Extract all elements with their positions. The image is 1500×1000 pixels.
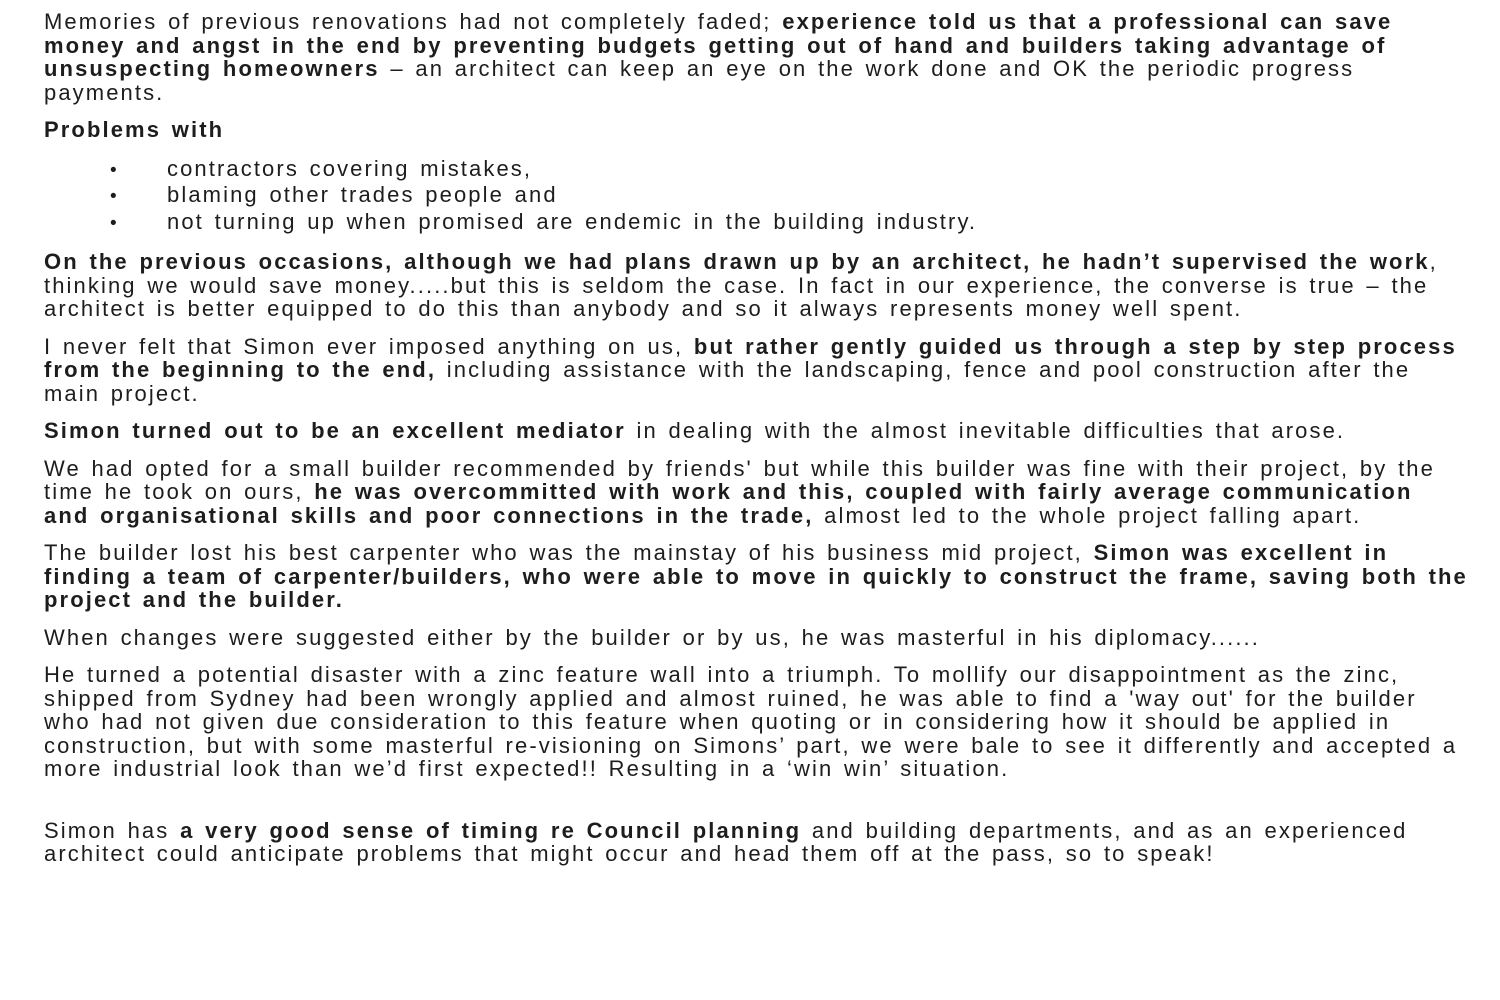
list-item [44,210,1468,237]
text-run: and building departments, and as an experienced architect could anticipate problems that might occur and head them off at the pass, so to speak! [44,817,1408,866]
text-run-bold: Simon was excellent in finding a team of carpenter/builders, who were able to move in quickly to construct the frame, saving both the project and the builder. [44,540,1468,612]
text-run: When changes were suggested either by the builder or by us, he was masterful in his diplomacy...... [44,624,1260,650]
text-run: Simon has [44,817,181,843]
text-run-bold: experience told us that a professional can save money and angst in the end by preventing budgets getting out of hand and builders taking advantage of unsuspecting homeowners [44,9,1393,81]
paragraph-zinc [44,663,1468,781]
text-run: The builder lost his best carpenter who was the mainstay of his business mid project, [44,540,1094,565]
text-run-bold: Simon turned out to be an excellent mediator [44,418,626,443]
text-run: Memories of previous renovations had not completely faded; [44,9,783,34]
paragraph-intro [44,10,1468,104]
paragraph-mediator [44,419,1468,443]
problems-list [44,157,1468,237]
text-run-bold: but rather gently guided us through a step by step process from the beginning to the end, [44,333,1457,382]
text-run: including assistance with the landscaping, fence and pool construction after the main project. [44,357,1411,406]
text-run: , thinking we would save money.....but this is seldom the case. In fact in our experience, the converse is true – the architect is better equipped to do this than anybody and so it always represents money well spent. [44,249,1438,321]
paragraph-occasions [44,250,1468,321]
list-item-text: not turning up when promised are endemic in the building industry. [167,208,978,234]
bullet-icon: • [110,212,119,234]
list-item-text: contractors covering mistakes, [167,155,533,181]
bullet-icon: • [110,186,119,207]
problems-heading: Problems with [44,117,225,142]
paragraph-council [44,819,1468,866]
paragraph-changes [44,626,1468,650]
text-run: almost led to the whole project falling apart. [813,502,1362,528]
text-run: I never felt that Simon ever imposed anything on us, [44,333,694,359]
paragraph-builder-choice [44,457,1468,528]
text-run-bold: On the previous occasions, although we had plans drawn up by an architect, he hadn’t supervised the work [44,249,1430,274]
bullet-icon: • [110,159,119,181]
list-item-text: blaming other trades people and [167,182,558,207]
text-run: He turned a potential disaster with a zinc feature wall into a triumph. To mollify our disappointment as the zinc, shipped from Sydney had been wrongly applied and almost ruined, he was able to find a 'way out' for the builder who had not given due consideration to this feature when quoting or in considering how it should be applied in construction, but with some masterful re-visioning on Simons’ part, we were bale to see it differently and accepted a more industrial look than we’d first expected!! Resulting in a ‘win win’ situation. [44,662,1458,781]
text-run-bold: he was overcommitted with work and this, coupled with fairly average communication and organisational skills and poor connections in the trade, [44,479,1413,528]
text-run: in dealing with the almost inevitable difficulties that arose. [625,418,1346,443]
text-run: We had opted for a small builder recommended by friends' but while this builder was fine with their project, by the time he took on ours, [44,455,1435,504]
list-item [44,183,1468,210]
paragraph-carpenter [44,541,1468,612]
paragraph-guidance [44,335,1468,406]
list-item [44,157,1468,184]
text-run-bold: a very good sense of timing re Council planning [180,817,802,843]
text-run: – an architect can keep an eye on the work done and OK the periodic progress payments. [44,56,1355,105]
